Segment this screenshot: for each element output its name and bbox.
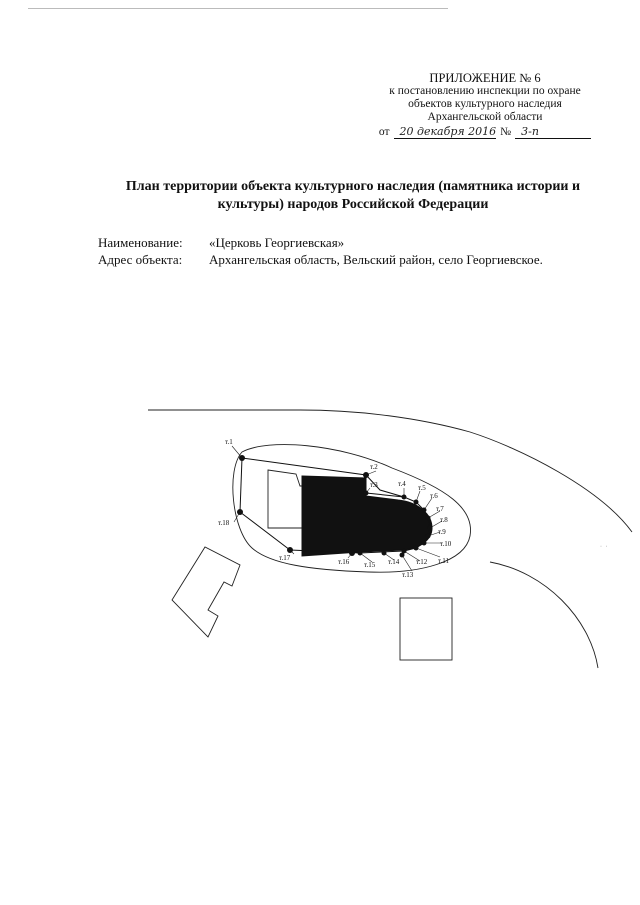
point-4-marker [402, 495, 407, 500]
point-8-label: т.8 [440, 516, 448, 524]
name-label: Наименование: [98, 235, 183, 250]
name-value: «Церковь Георгиевская» [209, 235, 345, 250]
title-line-1: План территории объекта культурного наследия (памятника истории и [125, 179, 581, 194]
point-13-label: т.13 [402, 571, 414, 579]
point-9-marker [426, 534, 431, 539]
point-10-label: т.10 [440, 540, 452, 548]
point-3-label: т.3 [370, 481, 378, 489]
point-4-label: т.4 [398, 480, 406, 488]
neighbour-building-3 [400, 598, 452, 660]
point-8-marker [428, 526, 433, 531]
point-14-marker [382, 551, 387, 556]
point-13-marker [400, 553, 405, 558]
road-lower [490, 562, 598, 668]
title-line-2: культуры) народов Российской Федерации [217, 197, 489, 212]
point-1-label: т.1 [225, 438, 233, 446]
neighbour-building-2 [172, 547, 240, 637]
church-footprint [302, 476, 432, 556]
annex-title: ПРИЛОЖЕНИЕ № 6 [429, 71, 541, 85]
object-info [98, 234, 543, 268]
point-14-label: т.14 [388, 558, 400, 566]
point-15-marker [358, 551, 363, 556]
from-label: от [378, 126, 390, 138]
point-16-marker [349, 550, 355, 556]
annex-header [370, 72, 600, 139]
point-1-marker [239, 455, 245, 461]
address-value: Архангельская область, Вельский район, село Георгиевское. [209, 252, 543, 267]
annex-line-3: Архангельской области [427, 111, 543, 123]
address-row [98, 251, 543, 268]
territory-plan [0, 395, 640, 685]
point-11-label: т.11 [438, 557, 450, 565]
name-row [98, 234, 543, 251]
point-6-marker [422, 508, 427, 513]
point-16-label: т.16 [338, 558, 350, 566]
point-7-label: т.7 [436, 505, 444, 513]
handwritten-number: 3-п [515, 125, 591, 139]
point-2-marker [363, 472, 369, 478]
handwritten-date: 20 декабря 2016 [394, 125, 497, 139]
point-18-marker [237, 509, 243, 515]
point-9-label: т.9 [438, 528, 446, 536]
point-18-label: т.18 [218, 519, 230, 527]
neighbour-building-1 [268, 470, 306, 528]
address-label: Адрес объекта: [98, 252, 183, 267]
annex-line-1: к постановлению инспекции по охране [389, 85, 581, 97]
point-6-label: т.6 [430, 492, 438, 500]
number-label: № [500, 126, 512, 138]
point-15-label: т.15 [364, 561, 376, 569]
point-17-marker [287, 547, 293, 553]
document-title [98, 178, 608, 214]
scan-speck: · · [600, 544, 609, 550]
point-7-marker [426, 516, 431, 521]
point-11-marker [414, 546, 419, 551]
annex-line-2: объектов культурного наследия [408, 98, 562, 110]
point-5-marker [414, 500, 419, 505]
point-2-label: т.2 [370, 463, 378, 471]
point-12-label: т.12 [416, 558, 428, 566]
point-10-marker [422, 541, 427, 546]
point-17-label: т.17 [279, 554, 291, 562]
point-3-marker [364, 491, 369, 496]
point-5-label: т.5 [418, 484, 426, 492]
scan-top-rule [28, 8, 448, 9]
annex-date-number-line [370, 125, 600, 139]
